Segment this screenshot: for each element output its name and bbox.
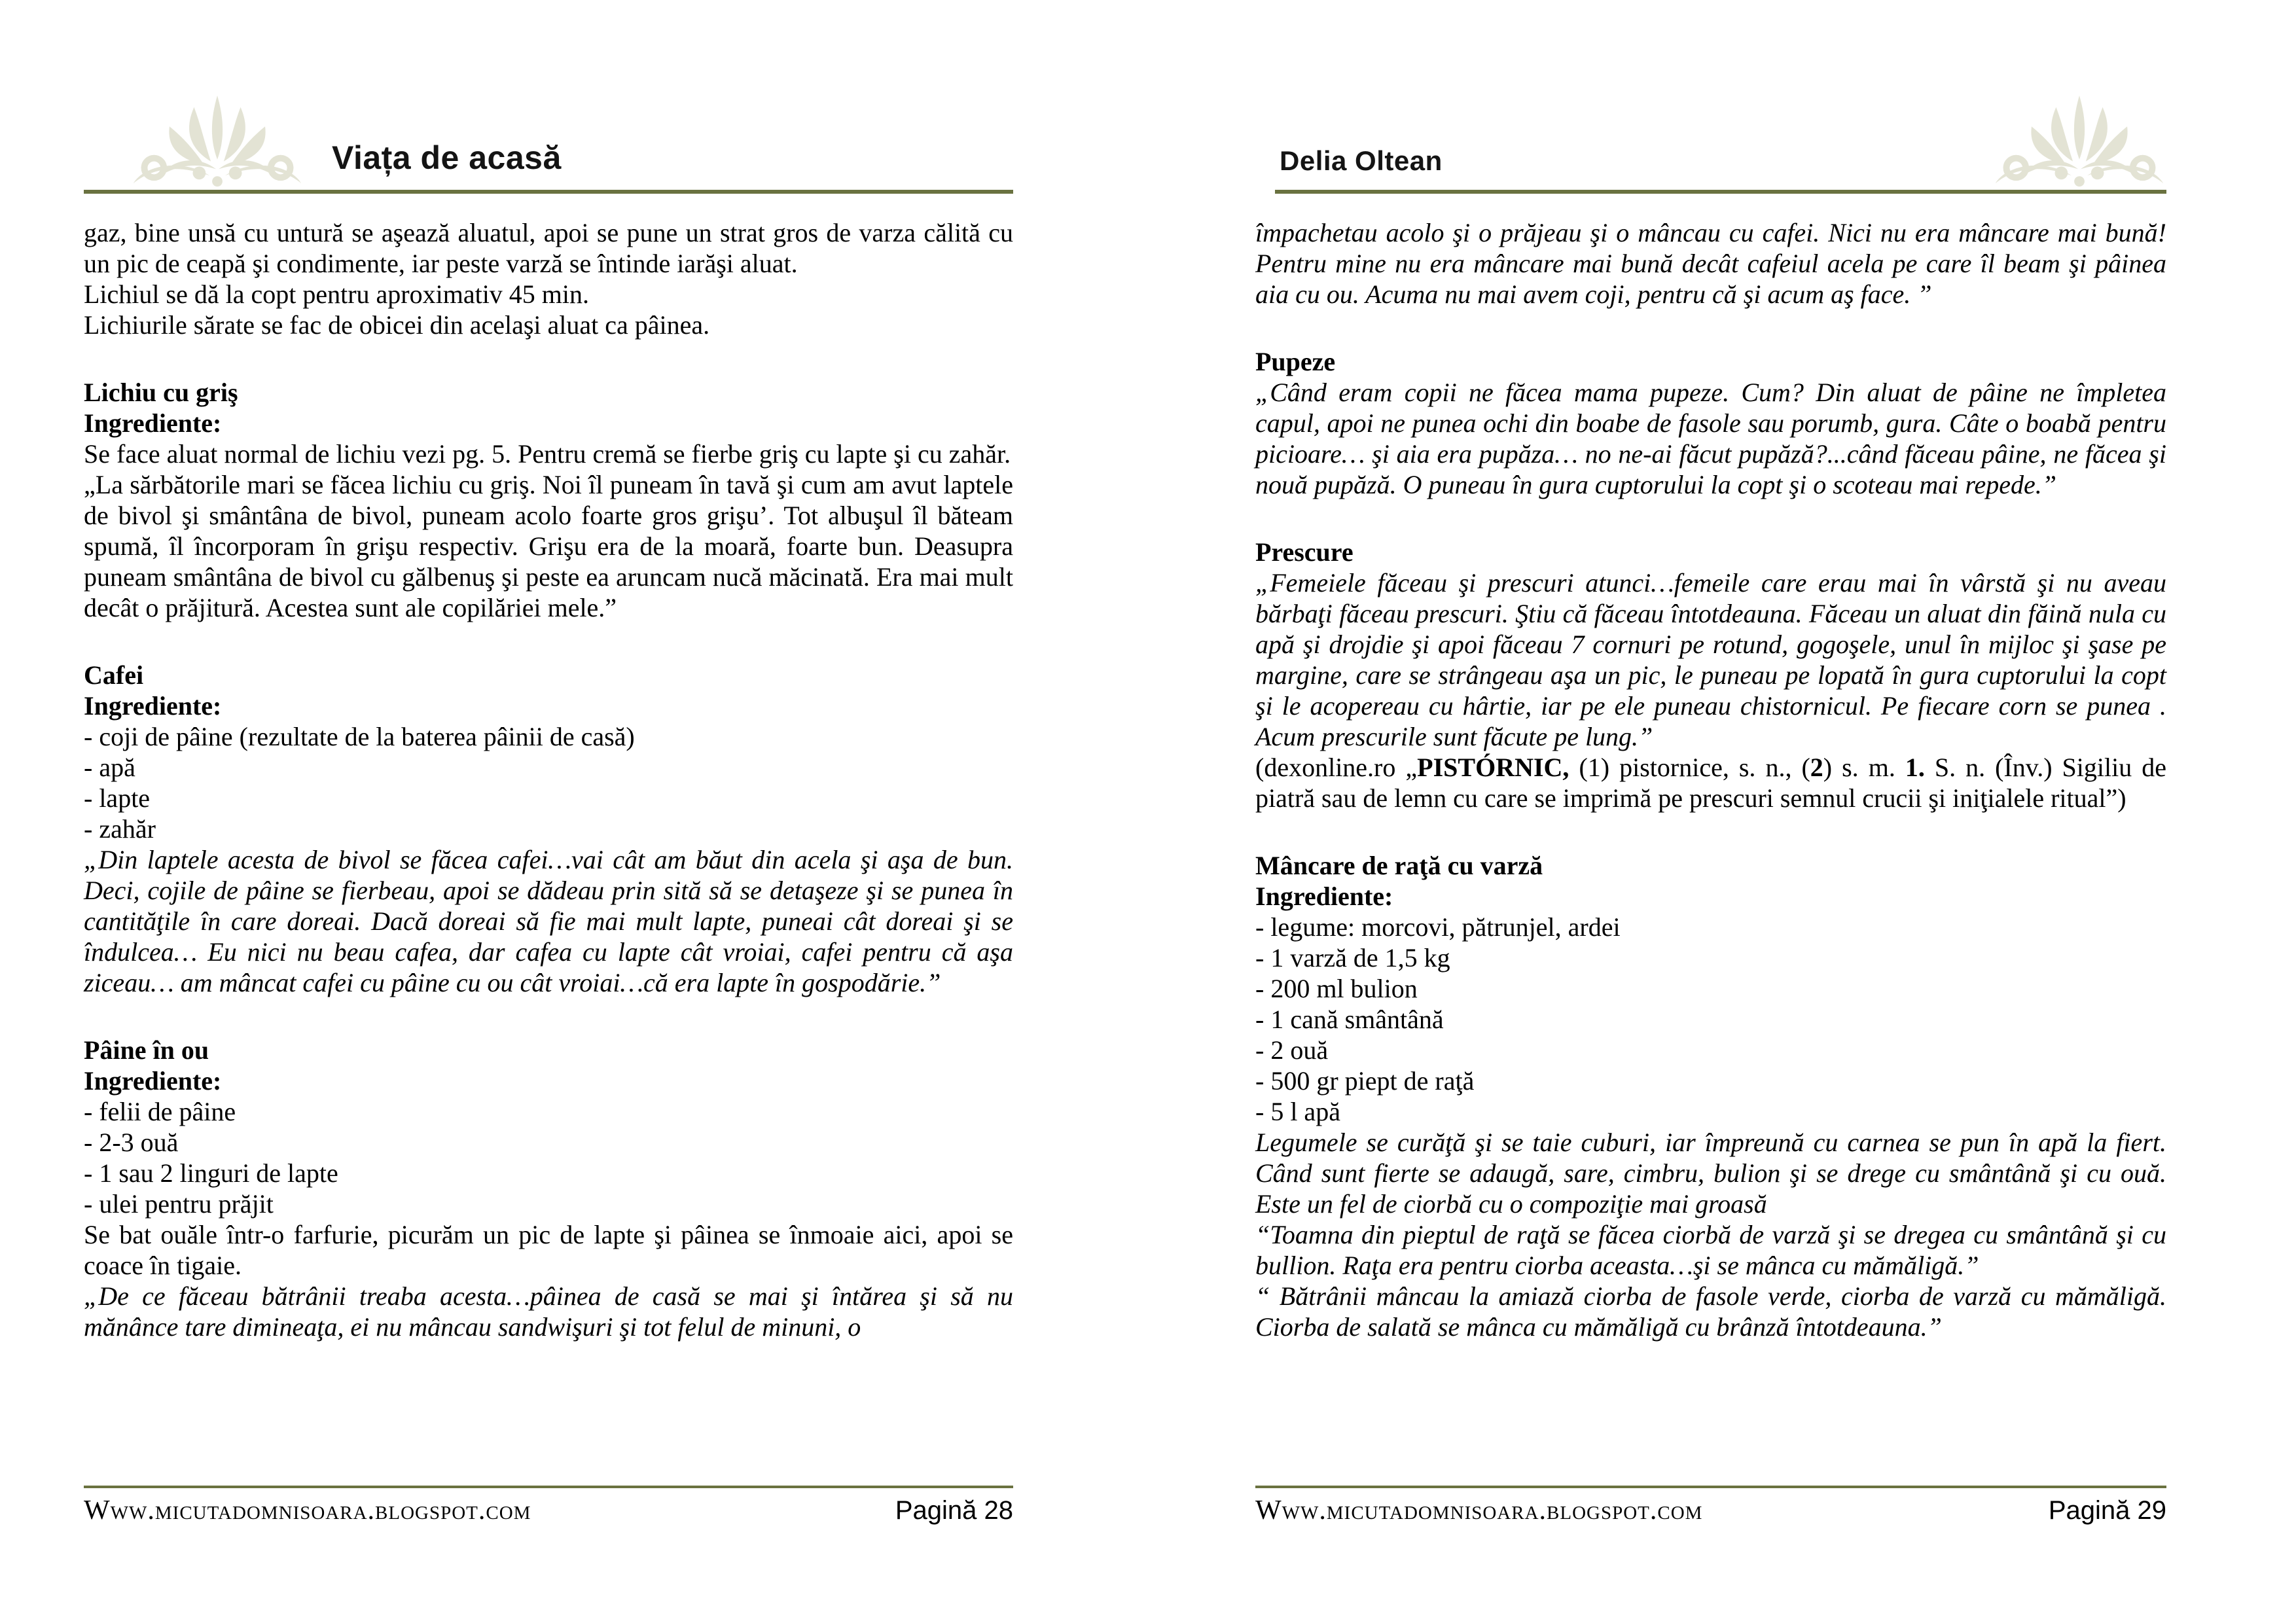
ingredient-item: - 1 cană smântână	[1255, 1005, 1444, 1034]
page-header	[1255, 0, 2166, 194]
ingredient-item: - apă	[84, 753, 135, 782]
ingredients-label: Ingrediente:	[84, 408, 222, 438]
ingredient-item: - felii de pâine	[84, 1097, 236, 1126]
page-title: Viața de acasă	[332, 139, 562, 176]
ingredient-item: - 2-3 ouă	[84, 1128, 179, 1157]
dictionary-note-paragraph	[1255, 752, 2166, 813]
footer-page-number: Pagină 29	[2048, 1496, 2166, 1525]
quote-paragraph: împachetau acolo şi o prăjeau şi o mâncau cu cafei. Nici nu era mâncare mai bună! Pentru mine nu era mâncare mai bună decât cafeiul acela pe care îl beam şi pâinea aia cu ou. Acuma nu mai avem coji, pentru că şi acum aş face. ”	[1255, 218, 2166, 309]
leaf-flourish-icon	[131, 93, 304, 190]
ingredient-item: - 500 gr piept de raţă	[1255, 1066, 1475, 1096]
page-footer	[1255, 1486, 2166, 1526]
ingredient-item: - zahăr	[84, 814, 156, 844]
quote-paragraph: “ Bătrânii mâncau la amiază ciorba de fasole verde, ciorba de varză cu mămăligă. Ciorba de salată se mânca cu mămăligă cu brânză întotdeauna.”	[1255, 1281, 2166, 1342]
body-paragraph: Se face aluat normal de lichiu vezi pg. 5. Pentru cremă se fierbe griş cu lapte şi cu zahăr.	[84, 439, 1011, 469]
ingredient-item: - ulei pentru prăjit	[84, 1189, 274, 1219]
footer-website: Www.micutadomnisoara.blogspot.com	[84, 1495, 531, 1525]
ingredient-item: - 5 l apă	[1255, 1097, 1340, 1126]
dictionary-term: PISTÓRNIC,	[1417, 753, 1570, 782]
section-heading-rata: Mâncare de raţă cu varză	[1255, 851, 1543, 880]
dictionary-note-text: (dexonline.ro „	[1255, 753, 1418, 782]
section-heading-paine: Pâine în ou	[84, 1035, 209, 1065]
dictionary-note-text: ) s. m.	[1823, 753, 1905, 782]
header-rule	[1275, 190, 2166, 194]
header-rule	[84, 190, 1013, 194]
quote-paragraph: „Femeiele făceau şi prescuri atunci…femeile care erau mai în vârstă şi nu aveau bărbaţi făceau prescuri. Ştiu că făceau întotdeauna. Făceau un aluat din făină nula cu apă şi drojdie şi apoi făceau 7 cornuri pe rotund, gogoşele, unul în mijloc şi şase pe margine, care se strângeau aşa un pic, le puneau pe lopată în gura cuptorului la copt şi le acopereau cu hârtie, iar pe ele puneau chistornicul. Pe fiecare corn se punea . Acum prescurile sunt făcute pe lung.”	[1255, 568, 2166, 751]
section-heading-prescure: Prescure	[1255, 537, 1354, 567]
body-paragraph: Lichiurile sărate se fac de obicei din acelaşi aluat ca pâinea.	[84, 310, 710, 340]
ingredient-item: - legume: morcovi, pătrunjel, ardei	[1255, 912, 1621, 942]
page-right	[1255, 0, 2166, 1623]
quote-paragraph: “Toamna din pieptul de raţă se făcea ciorbă de varză şi se dregea cu smântână şi cu bullion. Raţa era pentru ciorba aceasta…şi se mânca cu mămăligă.”	[1255, 1220, 2166, 1280]
page-title: Delia Oltean	[1280, 145, 1443, 176]
quote-paragraph: „La sărbătorile mari se făcea lichiu cu griş. Noi îl puneam în tavă şi cum am avut laptele de bivol şi smântâna de bivol, puneam acolo foarte gros grişu’. Tot albuşul îl băteam spumă, îl încorporam în grişu respectiv. Grişu era de la moară, foarte bun. Deasupra puneam smântâna de bivol cu gălbenuş şi peste ea aruncam nucă măcinată. Era mai mult decât o prăjitură. Acestea sunt ale copilăriei mele.”	[84, 470, 1013, 622]
ingredient-item: - 1 varză de 1,5 kg	[1255, 943, 1450, 972]
ingredients-label: Ingrediente:	[84, 691, 222, 721]
ingredients-label: Ingrediente:	[84, 1066, 222, 1096]
leaf-flourish-icon	[1993, 93, 2166, 190]
section-heading-pupeze: Pupeze	[1255, 347, 1336, 376]
ingredient-item: - 200 ml bulion	[1255, 974, 1418, 1003]
page-footer	[84, 1486, 1013, 1526]
ingredient-item: - coji de pâine (rezultate de la baterea pâinii de casă)	[84, 722, 635, 751]
page-header	[84, 0, 1013, 194]
footer-website: Www.micutadomnisoara.blogspot.com	[1255, 1495, 1703, 1525]
dictionary-sense-number: 1.	[1905, 753, 1925, 782]
ingredient-item: - 2 ouă	[1255, 1035, 1329, 1065]
ingredient-item: - 1 sau 2 linguri de lapte	[84, 1158, 338, 1188]
body-paragraph: Se bat ouăle într-o farfurie, picurăm un pic de lapte şi pâinea se înmoaie aici, apoi se coace în tigaie.	[84, 1220, 1013, 1280]
body-paragraph: gaz, bine unsă cu untură se aşează aluatul, apoi se pune un strat gros de varza călită cu un pic de ceapă şi condimente, iar peste varză se întinde iarăşi aluat.	[84, 218, 1013, 278]
quote-paragraph: „Când eram copii ne făcea mama pupeze. Cum? Din aluat de pâine ne împletea capul, apoi ne punea ochi din boabe de fasole sau porumb, gura. Câte o boabă pentru picioare… şi aia era pupăza… no ne-ai făcut pupăză?...când făceau pâine, ne făcea şi nouă pupăză. O puneau în gura cuptorului la copt şi o scoteau mai repede.”	[1255, 378, 2166, 499]
page-left	[84, 0, 1013, 1623]
page-body	[84, 194, 1013, 1342]
section-heading-lichiu: Lichiu cu griş	[84, 378, 238, 407]
dictionary-note-text: (1) pistornice, s. n., (	[1569, 753, 1810, 782]
dictionary-note-text: S. n. (Înv.) Sigiliu de piatră sau de lemn cu care se imprimă pe prescuri semnul crucii şi iniţialele ritual”)	[1255, 753, 2167, 813]
section-heading-cafei: Cafei	[84, 660, 144, 690]
body-paragraph: Lichiul se dă la copt pentru aproximativ 45 min.	[84, 279, 590, 309]
quote-paragraph: „Din laptele acesta de bivol se făcea cafei…vai cât am băut din acela şi aşa de bun. Deci, cojile de pâine se fierbeau, apoi se dădeau prin sită să se detaşeze şi se punea în cantităţile în care doreai. Dacă doreai să fie mai mult lapte, puneai cât doreai şi se îndulcea… Eu nici nu beau cafea, dar cafea cu lapte cât vroiai, cafei pentru că aşa ziceau… am mâncat cafei cu pâine cu ou cât vroiai…că era lapte în gospodărie.”	[84, 845, 1013, 997]
page-body	[1255, 194, 2166, 1342]
ingredient-item: - lapte	[84, 783, 151, 813]
ingredients-label: Ingrediente:	[1255, 882, 1393, 911]
body-paragraph: Legumele se curăţă şi se taie cuburi, iar împreună cu carnea se pun în apă la fiert. Când sunt fierte se adaugă, sare, cimbru, bulion şi se drege cu smântână şi cu ouă. Este un fel de ciorbă cu o compoziţie mai groasă	[1255, 1128, 2166, 1219]
dictionary-sense-number: 2	[1810, 753, 1823, 782]
footer-page-number: Pagină 28	[895, 1496, 1013, 1525]
quote-paragraph: „De ce făceau bătrânii treaba acesta…pâinea de casă se mai şi întărea şi să nu mănânce tare dimineaţa, ei nu mâncau sandwişuri şi tot felul de minuni, o	[84, 1281, 1013, 1342]
